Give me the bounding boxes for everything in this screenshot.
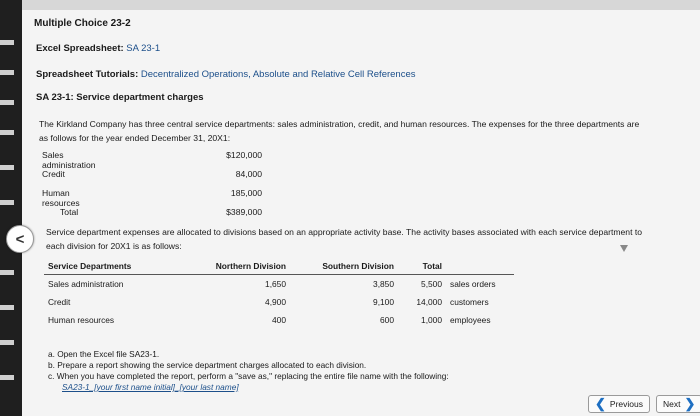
previous-label: Previous <box>609 399 643 409</box>
bar-stripe <box>0 200 14 205</box>
allocation-line-1: Service department expenses are allocated to divisions based on an appropriate activity base. The activity bases associated with each service department to <box>46 227 643 237</box>
table-cell: sales orders <box>450 279 496 289</box>
expense-value: $120,000 <box>226 150 262 160</box>
back-chevron-button[interactable] <box>6 225 34 253</box>
expense-label: Total <box>60 207 79 217</box>
bar-stripe <box>0 305 14 310</box>
table-cell: 3,850 <box>373 279 394 289</box>
table-row <box>44 275 514 294</box>
bar-stripe <box>0 270 14 275</box>
mouse-cursor-icon <box>620 245 628 252</box>
table-cell: Sales administration <box>48 279 124 289</box>
question-page <box>22 0 700 416</box>
expense-label: Sales administration <box>42 150 96 170</box>
table-cell: 600 <box>380 315 394 325</box>
left-dark-bar <box>0 0 22 416</box>
previous-button[interactable] <box>588 395 650 413</box>
chevron-left-icon: ❮ <box>595 396 606 411</box>
bar-stripe <box>0 340 14 345</box>
allocation-paragraph <box>46 225 694 253</box>
bar-stripe <box>0 165 14 170</box>
table-cell: Human resources <box>48 315 115 325</box>
section-title: SA 23-1: Service department charges <box>36 92 204 103</box>
bar-stripe <box>0 130 14 135</box>
tutorials-label: Spreadsheet Tutorials: <box>36 69 139 80</box>
spreadsheet-label: Excel Spreadsheet: <box>36 43 124 54</box>
next-button[interactable] <box>656 395 700 413</box>
table-cell: 9,100 <box>373 297 394 307</box>
table-header: Northern Division <box>187 258 290 275</box>
page-title: Multiple Choice 23-2 <box>34 18 131 29</box>
table-header <box>446 258 514 275</box>
instruction-steps <box>48 349 449 393</box>
next-label: Next <box>663 399 681 409</box>
bar-stripe <box>0 70 14 75</box>
step-b: b. Prepare a report showing the service department charges allocated to each division. <box>48 360 367 370</box>
top-strip <box>22 0 700 10</box>
intro-line-2: as follows for the year ended December 31, 20X1: <box>39 133 231 143</box>
table-cell: employees <box>450 315 491 325</box>
table-cell: 4,900 <box>265 297 286 307</box>
tutorials-line <box>36 69 416 80</box>
step-c: c. When you have completed the report, perform a "save as," replacing the entire file name with the following: <box>48 371 449 381</box>
chevron-left-icon: < <box>15 230 25 248</box>
table-cell: 400 <box>272 315 286 325</box>
table-cell: 1,650 <box>265 279 286 289</box>
table-header: Total <box>398 258 446 275</box>
chevron-right-icon: ❯ <box>684 396 696 411</box>
table-cell: 14,000 <box>416 297 442 307</box>
expense-label: Credit <box>42 169 65 179</box>
bar-stripe <box>0 375 14 380</box>
table-row <box>44 293 514 311</box>
table-cell: customers <box>450 297 489 307</box>
spreadsheet-link[interactable]: SA 23-1 <box>126 43 161 54</box>
table-cell: Credit <box>48 297 71 307</box>
allocation-line-2: each division for 20X1 is as follows: <box>46 241 182 251</box>
table-header: Southern Division <box>290 258 398 275</box>
intro-paragraph <box>39 117 689 145</box>
table-header: Service Departments <box>44 258 187 275</box>
bar-stripe <box>0 100 14 105</box>
intro-line-1: The Kirkland Company has three central service departments: sales administration, credit, and human resources. The expenses for the three departments are <box>39 119 640 129</box>
tutorials-link[interactable]: Decentralized Operations, Absolute and Relative Cell References <box>140 69 416 80</box>
expense-value: 185,000 <box>230 188 262 198</box>
save-as-filename: SA23-1_[your first name initial]_[your last name] <box>62 382 239 392</box>
table-cell: 5,500 <box>421 279 442 289</box>
step-a: a. Open the Excel file SA23-1. <box>48 349 160 359</box>
expense-value: $389,000 <box>226 207 262 217</box>
bar-stripe <box>0 40 14 45</box>
activity-base-table <box>44 258 514 329</box>
expense-value: 84,000 <box>235 169 262 179</box>
spreadsheet-line <box>36 43 160 54</box>
table-row <box>44 311 514 329</box>
table-header-row <box>44 258 514 275</box>
table-cell: 1,000 <box>421 315 442 325</box>
expense-label: Human resources <box>42 188 80 208</box>
